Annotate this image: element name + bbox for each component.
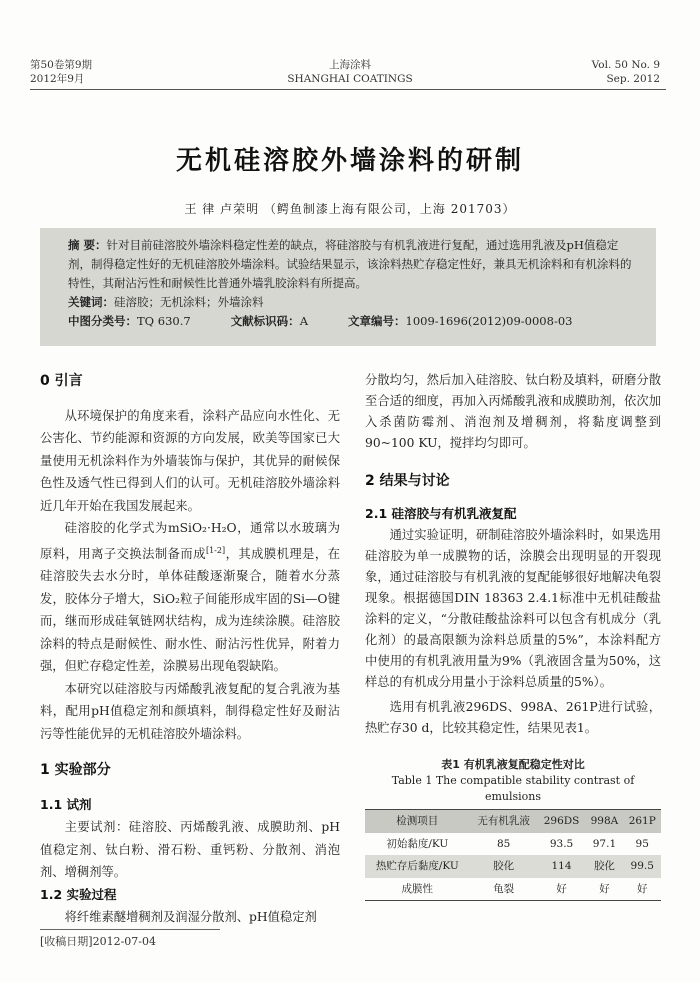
- abstract-label: 摘 要：: [68, 238, 107, 252]
- header-divider: [30, 89, 666, 90]
- table-cell: 胶化: [470, 855, 538, 878]
- table-cell: 初始黏度/KU: [386, 837, 449, 850]
- abstract-text: 针对目前硅溶胶外墙涂料稳定性差的缺点，将硅溶胶与有机乳液进行复配，通过选用乳液及pH值稳定剂，制得稳定性好的无机硅溶胶外墙涂料。试验结果显示，该涂料热贮存稳定性好，兼具无机涂料和有机涂料的特性，其耐沾污性和耐候性比普通外墙乳胶涂料有所提高。: [68, 238, 632, 290]
- table-cell: 好: [623, 878, 661, 901]
- keywords-line: [68, 293, 638, 312]
- subsection-heading-compound: 2.1 硅溶胶与有机乳液复配: [365, 505, 517, 521]
- reagents-paragraph: 主要试剂：硅溶胶、丙烯酸乳液、成膜助剂、pH值稳定剂、钛白粉、滑石粉、重钙粉、分散剂、消泡剂、增稠剂等。: [40, 820, 340, 880]
- keywords-label: 关键词：: [68, 295, 114, 309]
- procedure-paragraph: 将纤维素醚增稠剂及润湿分散剂、pH值稳定剂: [64, 910, 317, 925]
- table-header-cell: 998A: [585, 810, 623, 833]
- authors-affiliation: 王 律 卢荣明 （鳄鱼制漆上海有限公司，上海 201703）: [184, 202, 516, 216]
- table-1: [365, 757, 661, 901]
- right-column: [365, 370, 661, 901]
- table-cell: 好: [538, 878, 586, 901]
- table-row: [365, 855, 661, 878]
- paper-title: 无机硅溶胶外墙涂料的研制: [175, 146, 524, 176]
- intro-paragraph-2: 硅溶胶的化学式为mSiO₂·H₂O，通常以水玻璃为原料，用离子交换法制备而成[1-2]，其成膜机理是，在硅溶胶失去水分时，单体硅酸逐渐聚合，随着水分蒸发，胶体分子增大，SiO₂粒子间能形成牢固的Si—O键而，继而形成硅氧链网状结构，成为连续涂膜。硅溶胶涂料的特点是耐候性、耐水性、耐沾污性优异，附着力强，但贮存稳定性差，涂膜易出现龟裂缺陷。: [40, 521, 340, 674]
- table-cell: 成膜性: [365, 878, 470, 901]
- issue-date: 2012年9月: [30, 73, 85, 85]
- subsection-heading-procedure: 1.2 实验过程: [40, 886, 117, 902]
- journal-name-cn: 上海涂料: [329, 59, 371, 71]
- table-cell: 114: [538, 855, 586, 878]
- stability-table: [365, 809, 661, 901]
- table-cell: 好: [585, 878, 623, 901]
- table-row: [365, 833, 661, 856]
- section-heading-experiment: 1 实验部分: [40, 762, 111, 779]
- table-cell: 95: [635, 837, 649, 850]
- section-heading-intro: 0 引言: [40, 373, 83, 389]
- table-cell: 93.5: [549, 837, 574, 850]
- table-header-cell: 无有机乳液: [470, 810, 538, 833]
- table-row: [365, 878, 661, 901]
- clc-number: 中图分类号：TQ 630.7: [68, 314, 191, 328]
- issue-date-en: Sep. 2012: [606, 73, 660, 85]
- keywords: 硅溶胶；无机涂料；外墙涂料: [114, 295, 264, 309]
- section-heading-results: 2 结果与讨论: [365, 473, 450, 489]
- table-header-row: [365, 810, 661, 833]
- table-header-cell: 检测项目: [365, 810, 470, 833]
- table-cell: 85: [496, 837, 511, 850]
- left-column: [40, 370, 340, 929]
- procedure-continued: 分散均匀，然后加入硅溶胶、钛白粉及填料，研磨分散至合适的细度，再加入丙烯酸乳液和成膜助剂，依次加入杀菌防霉剂、消泡剂及增稠剂，将黏度调整到90~100 KU，搅拌均匀即可。: [365, 373, 661, 450]
- journal-issue-header-en: [592, 58, 660, 86]
- received-date: [收稿日期]2012-07-04: [40, 935, 157, 948]
- table-cell: 97.1: [592, 837, 617, 850]
- volume-issue-en: Vol. 50 No. 9: [591, 59, 660, 71]
- citation-ref: [1-2]: [205, 545, 226, 555]
- journal-name-en: SHANGHAI COATINGS: [287, 73, 413, 85]
- table-header-cell: 296DS: [538, 810, 586, 833]
- table-caption-cn: 表1 有机乳液复配稳定性对比: [441, 758, 585, 771]
- table-header-cell: 261P: [623, 810, 661, 833]
- document-code: 文献标识码：A: [230, 314, 308, 328]
- article-number: 文章编号：1009-1696(2012)09-0008-03: [348, 314, 573, 328]
- table-cell: 龟裂: [470, 878, 538, 901]
- table-cell: 99.5: [623, 855, 661, 878]
- table-cell: 热贮存后黏度/KU: [365, 855, 470, 878]
- intro-paragraph-3: 本研究以硅溶胶与丙烯酸乳液复配的复合乳液为基料，配用pH值稳定剂和颜填料，制得稳定性好及耐沾污等性能优异的无机硅溶胶外墙涂料。: [40, 681, 340, 741]
- classification-line: [68, 312, 638, 331]
- table-caption-en: Table 1 The compatible stability contrast of emulsions: [391, 774, 635, 803]
- intro-paragraph-1: 从环境保护的角度来看，涂料产品应向水性化、无公害化、节约能源和资源的方向发展，欧美等国家已大量使用无机涂料作为外墙装饰与保护，其优异的耐候保色性及透气性已得到人们的认可。无机硅溶胶外墙涂料近几年开始在我国发展起来。: [40, 408, 340, 513]
- abstract: [68, 236, 638, 293]
- volume-issue: 第50卷第9期: [30, 59, 93, 71]
- results-paragraph-2: 选用有机乳液296DS、998A、261P进行试验，热贮存30 d，比较其稳定性，结果见表1。: [365, 700, 661, 735]
- footnote-divider: [40, 929, 220, 930]
- abstract-box: [40, 228, 656, 346]
- subsection-heading-reagents: 1.1 试剂: [40, 796, 92, 812]
- table-cell: 胶化: [585, 855, 623, 878]
- results-paragraph-1: 通过实验证明，研制硅溶胶外墙涂料时，如果选用硅溶胶为单一成膜物的话，涂膜会出现明显的开裂现象，通过硅溶胶与有机乳液的复配能够很好地解决龟裂现象。根据德国DIN 18363 2.4.1标准中无机硅酸盐涂料的定义，“分散硅酸盐涂料可以包含有机成分（乳化剂）的最高限额为涂料总质量的5%”，本涂料配方中使用的有机乳液用量为9%（乳液固含量为50%，这样总的有机成分用量小于涂料总质量的5%）。: [365, 528, 661, 689]
